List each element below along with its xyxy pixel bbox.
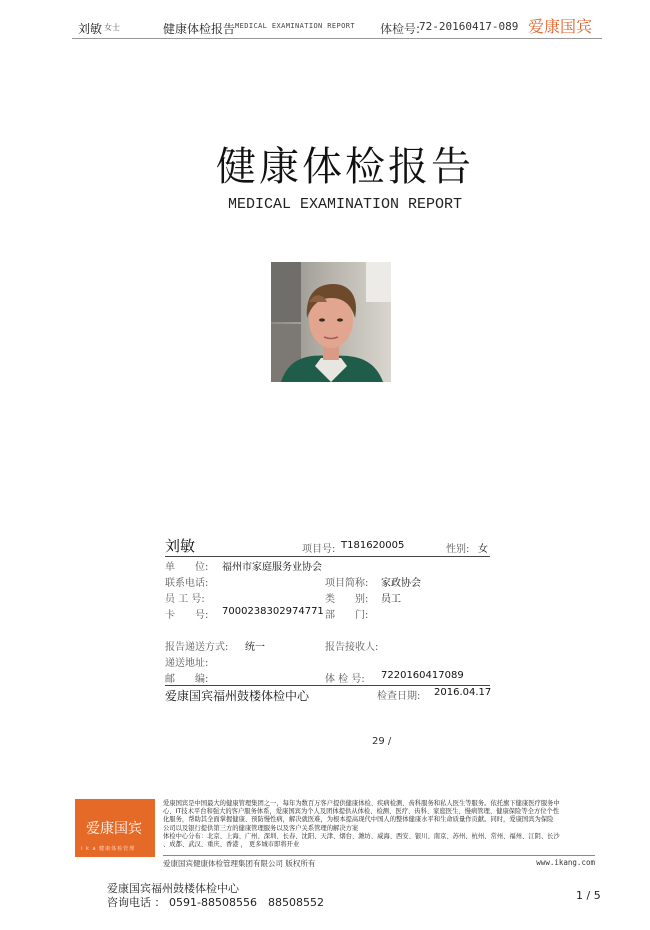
exam-center-name: 爱康国宾福州鼓楼体检中心 [165,689,310,703]
info-divider-bottom [165,685,490,686]
gender-value: 女 [478,544,488,555]
card-no-label: 卡 号: [165,610,209,621]
project-abbr-value: 家政协会 [381,578,421,589]
postcode-label: 邮 编: [165,674,209,685]
info-row-postcode [165,670,490,684]
check-date-value: 2016.04.17 [434,687,492,698]
unit-value: 福州市家庭服务业协会 [222,562,322,573]
unit-label: 单 位: [165,562,209,573]
header-exam-no: 72-20160417-089 [419,20,519,33]
brand-logo [75,799,155,857]
delivery-address-label: 递送地址: [165,658,209,669]
banner-divider [163,855,595,856]
header-exam-no-label: 体检号: [380,22,421,36]
info-row-delivery [165,638,490,652]
project-abbr-label: 项目简称: [325,578,369,589]
info-row-phone [165,574,490,588]
info-row-address [165,654,490,668]
desc-line: 体检中心分布：北京、上海、广州、深圳、长春、沈阳、天津、烟台、潍坊、威海、西安、银川、南京、苏州、杭州、常州、福州、江阴、长沙 [163,832,560,840]
category-value: 员工 [381,594,401,605]
footer-page-number: 1 / 5 [576,889,601,902]
company-description [163,800,595,849]
page-marker: 29 / [372,736,392,747]
project-no: T181620005 [341,540,405,551]
company-banner [75,793,600,871]
header-patient-name: 刘敏 [78,22,103,36]
info-divider-top [165,556,490,557]
footer-phone-number: 0591-88508556 88508552 [169,896,324,909]
delivery-method-value: 统一 [245,642,265,653]
header-report-subtitle: MEDICAL EXAMINATION REPORT [235,22,355,30]
receiver-label: 报告接收人: [325,642,379,653]
exam-no-value: 7220160417089 [381,670,464,681]
brand-logo-text: 爱康国宾 [86,821,142,837]
brand-logo-subtext: i k a 健康体检管理 [81,846,136,852]
patient-photo [271,262,391,382]
desc-line: 心、IT技术平台和强大的客户服务体系，爱康国宾为个人及团体提供从体检、检测、医疗、齿科、家庭医生、慢病管理、健康保险等全方位个性 [163,808,560,816]
footer-phone-line [107,896,324,910]
info-row-card [165,606,490,620]
cover-title-cn: 健康体检报告 [216,144,474,190]
card-no-value: 7000238302974771 [222,606,324,617]
phone-label: 联系电话: [165,578,209,589]
header-divider [72,38,602,39]
website-link[interactable]: www.ikang.com [536,858,595,867]
copyright-text: 爱康国宾健康体检管理集团有限公司 版权所有 [163,859,316,868]
project-no-label: 项目号: [302,544,336,555]
header-brand-logo: 爱康国宾 [528,17,593,36]
exam-no-label: 体 检 号: [325,674,365,685]
info-row-unit [165,558,490,572]
delivery-method-label: 报告递送方式: [165,642,229,653]
page-header [0,0,650,44]
department-label: 部 门: [325,610,369,621]
desc-line: 、成都、武汉、重庆、香港 ， 更多城市即将开业 [163,841,300,849]
footer-phone-label: 咨询电话 ： [107,896,166,909]
desc-line: 公司以及银行提供第三方的健康管理服务以及客户关系管理的解决方案 [163,824,359,832]
desc-line: 爱康国宾是中国最大的健康管理集团之一，每年为数百万客户提供健康体检、疾病检测、齿科服务和私人医生等服务。依托旗下健康医疗服务中 [163,800,560,807]
patient-name: 刘敏 [165,537,196,555]
desc-line: 化服务，帮助其全面掌握健康、预防慢性病，解决就医难，为根本提高现代中国人的整体健康水平和生命质量作贡献。同时，爱康国宾为保险 [163,816,554,824]
gender-label: 性别: [446,544,470,555]
check-date-label: 检查日期: [377,691,421,702]
cover-title-en: MEDICAL EXAMINATION REPORT [227,196,463,213]
footer-center-name: 爱康国宾福州鼓楼体检中心 [107,882,239,895]
info-row-center [165,687,490,703]
portrait-image [271,262,391,382]
info-row-name [165,535,490,555]
category-label: 类 别: [325,594,369,605]
page-footer [107,882,324,910]
info-row-employee [165,590,490,604]
employee-no-label: 员 工 号: [165,594,205,605]
header-report-title: 健康体检报告 [163,22,236,36]
header-patient-gender: 女士 [104,23,120,32]
